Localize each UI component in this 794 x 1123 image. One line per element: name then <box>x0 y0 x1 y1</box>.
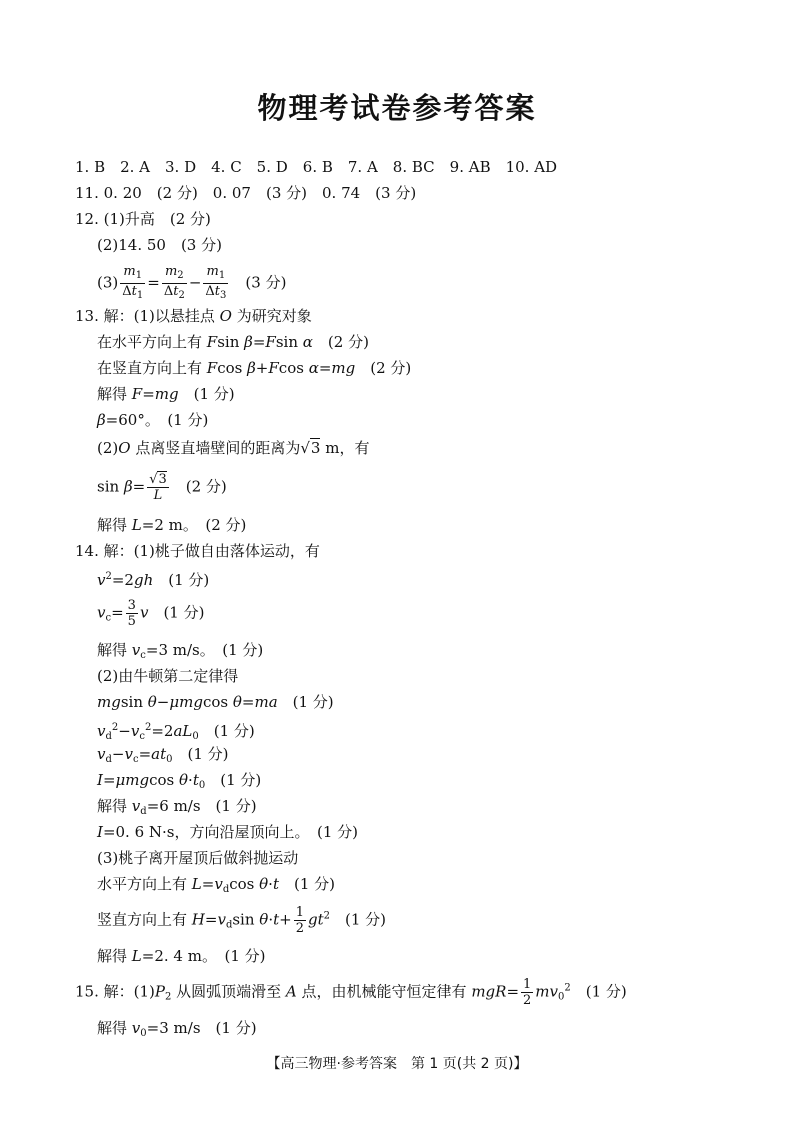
q15-head: 15. 解：$(1)P_2$ 从圆弧顶端滑至 A 点，由机械能守恒定律有 mgR= $\frac{1}{2}$ $mv_0^2$ (1 分) <box>75 977 627 1008</box>
q14-vertical-eq: 竖直方向上有 $H=v_d\sin$ θ·t+ $\frac{1}{2}$ $gt^2$ (1 分) <box>97 905 387 936</box>
q14-impulse-eq: I=μmgcos $\theta\cdot t_0$ (1 分) <box>97 771 262 791</box>
q14-free-fall-eq: $v^2=2gh$ (1 分) <box>97 571 210 589</box>
q13-part2: (2)O 点离竖直墙壁间的距离为√3 m，有 <box>97 439 370 457</box>
q14-part2: (2)由牛顿第二定律得 <box>97 667 239 685</box>
q13-result-l: 解得 L=2 m。 (2 分) <box>97 516 247 534</box>
q15-result-v0: 解得 $v_0=3$ m/s (1 分) <box>97 1019 257 1039</box>
page-title: 物理考试卷参考答案 <box>257 91 537 125</box>
q14-newton-eq: mgsin θ−μmgcos θ=ma (1 分) <box>97 693 334 711</box>
q13-result-beta: β=60°。 (1 分) <box>97 411 209 429</box>
q14-result-impulse: I=0. 6 N·s，方向沿屋顶向上。 (1 分) <box>97 823 359 841</box>
q14-horizontal-eq: 水平方向上有 $L=v_d\cos$ θ·t (1 分) <box>97 875 336 895</box>
q13-vertical-eq: 在竖直方向上有 Fcos β+Fcos α=mg (2 分) <box>97 359 412 377</box>
q14-vc-eq: $v_c=$ $\frac{3}{5}$ v (1 分) <box>97 598 205 629</box>
q12-part2: (2)14. 50 (3 分) <box>97 236 222 254</box>
q13-sin-eq: sin β= $\frac{√3}{L}$ (2 分) <box>97 472 227 503</box>
q12-part3: (3) $\frac{m_1}{\Delta t_1}$ = $\frac{m_2}{\Delta t_2}$ − $\frac{m_1}{\Delta t_3}$ (3 分) <box>97 264 287 301</box>
q12-part1: 12. (1)升高 (2 分) <box>75 210 211 228</box>
page-footer: 【高三物理·参考答案 第 1 页(共 2 页)】 <box>266 1056 528 1072</box>
q11-answer: 11. 0. 20 (2 分) 0. 07 (3 分) 0. 74 (3 分) <box>75 184 417 202</box>
q14-kinematic-eq: $v_d^2-v_c^2=2aL_0$ (1 分) <box>97 722 255 742</box>
q13-result-f: 解得 F=mg (1 分) <box>97 385 235 403</box>
q14-velocity-eq: $v_d-v_c=at_0$ (1 分) <box>97 745 229 765</box>
q14-part3: (3)桃子离开屋顶后做斜抛运动 <box>97 849 299 867</box>
q14-result-vd: 解得 $v_d=6$ m/s (1 分) <box>97 797 257 817</box>
q14-result-vc: 解得 $v_c=3$ m/s。 (1 分) <box>97 641 264 661</box>
q14-result-l: 解得 L=2. 4 m。 (1 分) <box>97 947 266 965</box>
q13-horizontal-eq: 在水平方向上有 Fsin β=Fsin α (2 分) <box>97 333 369 351</box>
choice-answers: 1. B 2. A 3. D 4. C 5. D 6. B 7. A 8. BC 9. AB 10. AD <box>75 158 558 176</box>
q13-head: 13. 解：(1)以悬挂点 O 为研究对象 <box>75 307 312 325</box>
q14-head: 14. 解：(1)桃子做自由落体运动，有 <box>75 542 320 560</box>
